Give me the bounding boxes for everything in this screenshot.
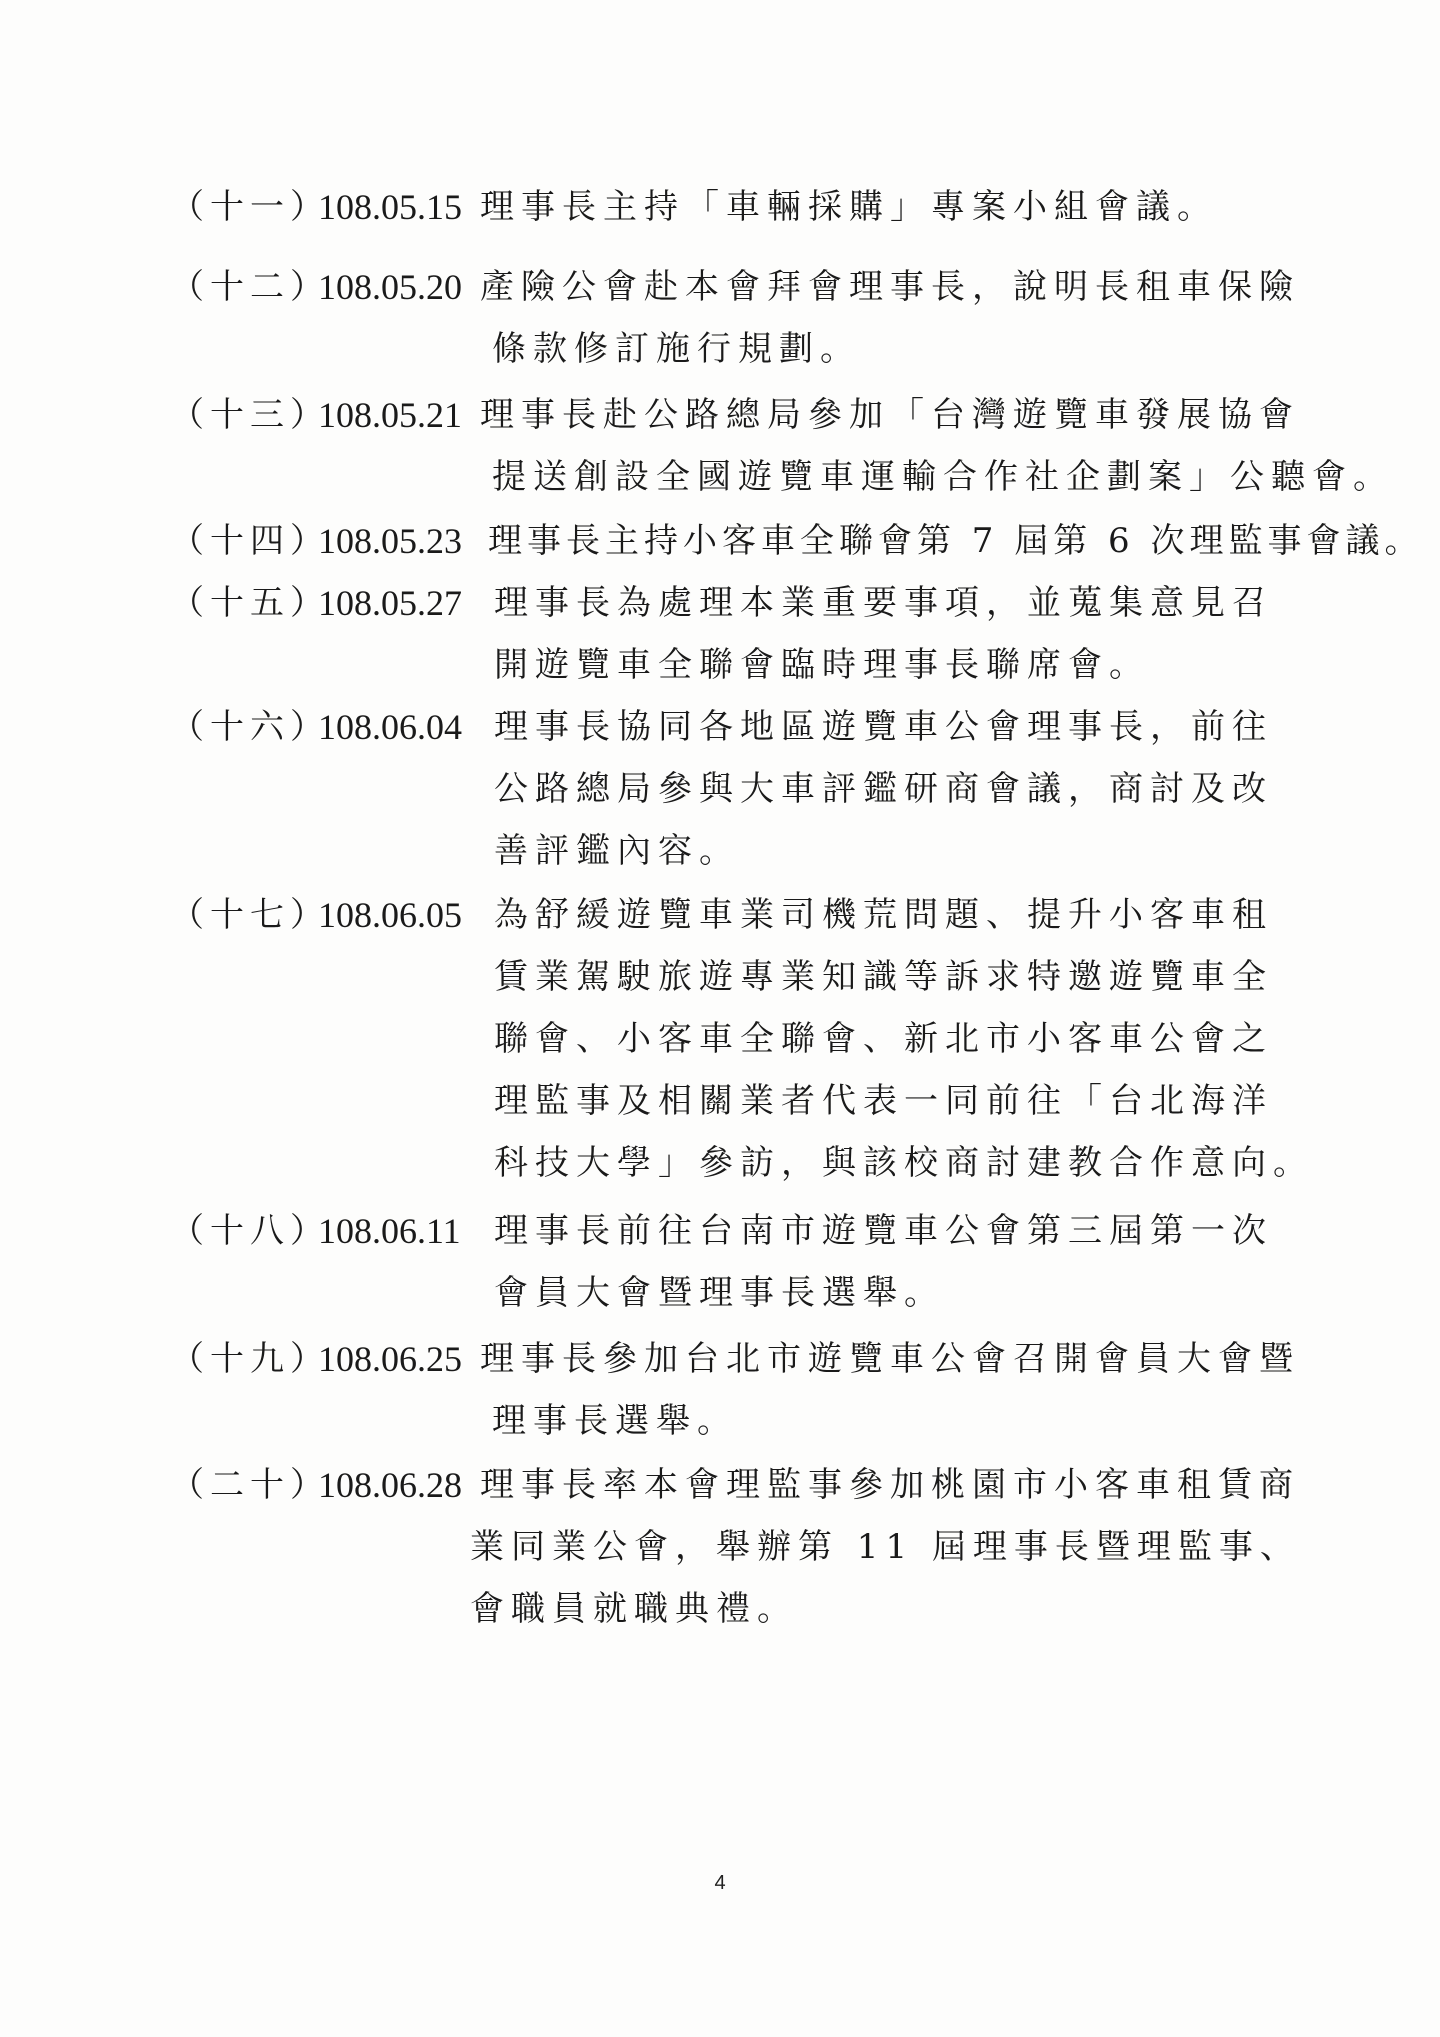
entry-number: （十八） xyxy=(170,1211,330,1251)
entry-18 xyxy=(170,1200,1410,1324)
entry-line xyxy=(170,758,1410,820)
entry-date: 108.06.28 xyxy=(318,1465,462,1505)
entry-line xyxy=(170,1070,1410,1132)
entry-number: （二十） xyxy=(170,1465,330,1505)
entry-line xyxy=(170,1200,1410,1262)
entry-line xyxy=(170,1132,1410,1194)
entry-line xyxy=(170,384,1410,446)
entry-date: 108.05.20 xyxy=(318,267,462,307)
entry-text: 理事長主持「車輛採購」專案小組會議。 xyxy=(480,187,1218,227)
entry-text: 理事長參加台北市遊覽車公會召開會員大會暨 xyxy=(480,1339,1300,1379)
entry-17 xyxy=(170,884,1410,1194)
entry-line xyxy=(170,1008,1410,1070)
entry-text: 賃業駕駛旅遊專業知識等訴求特邀遊覽車全 xyxy=(494,957,1273,997)
entry-15 xyxy=(170,572,1410,696)
entry-number: （十九） xyxy=(170,1339,330,1379)
entry-text: 提送創設全國遊覽車運輸合作社企劃案」公聽會。 xyxy=(492,457,1394,497)
entry-line xyxy=(170,634,1410,696)
entry-number: （十二） xyxy=(170,267,330,307)
entry-line xyxy=(170,884,1410,946)
entry-line xyxy=(170,1262,1410,1324)
entry-12 xyxy=(170,256,1410,380)
entry-number: （十五） xyxy=(170,583,330,623)
entry-line xyxy=(170,572,1410,634)
entry-line xyxy=(170,820,1410,882)
entry-text: 理監事及相關業者代表一同前往「台北海洋 xyxy=(494,1081,1273,1121)
entry-number: （十七） xyxy=(170,895,330,935)
entry-text: 科技大學」參訪，與該校商討建教合作意向。 xyxy=(494,1143,1314,1183)
entry-date: 108.06.11 xyxy=(318,1211,461,1251)
entry-line xyxy=(170,1516,1410,1578)
entry-text: 會員大會暨理事長選舉。 xyxy=(494,1273,945,1313)
entry-number: （十六） xyxy=(170,707,330,747)
entry-number: （十三） xyxy=(170,395,330,435)
entry-13 xyxy=(170,384,1410,508)
entry-date: 108.05.27 xyxy=(318,583,462,623)
page-number: 4 xyxy=(714,1872,726,1894)
entry-number: （十四） xyxy=(170,521,330,561)
entry-line xyxy=(170,1454,1410,1516)
entry-text: 理事長選舉。 xyxy=(492,1401,738,1441)
entry-date: 108.05.23 xyxy=(318,521,462,561)
entry-14 xyxy=(170,510,1424,572)
entry-date: 108.05.15 xyxy=(318,187,462,227)
entry-line xyxy=(170,696,1410,758)
entry-line xyxy=(170,1328,1410,1390)
entry-11 xyxy=(170,176,1410,238)
entry-text: 公路總局參與大車評鑑研商會議，商討及改 xyxy=(494,769,1273,809)
entry-16 xyxy=(170,696,1410,882)
entry-text: 理事長赴公路總局參加「台灣遊覽車發展協會 xyxy=(480,395,1300,435)
entry-date: 108.05.21 xyxy=(318,395,462,435)
entry-text: 理事長率本會理監事參加桃園市小客車租賃商 xyxy=(480,1465,1300,1505)
entry-line xyxy=(170,510,1424,572)
entry-20 xyxy=(170,1454,1410,1640)
entry-text: 理事長協同各地區遊覽車公會理事長，前往 xyxy=(494,707,1273,747)
entry-text: 理事長前往台南市遊覽車公會第三屆第一次 xyxy=(494,1211,1273,1251)
entry-date: 108.06.25 xyxy=(318,1339,462,1379)
entry-date: 108.06.05 xyxy=(318,895,462,935)
entry-text: 會職員就職典禮。 xyxy=(470,1589,798,1629)
entry-date: 108.06.04 xyxy=(318,707,462,747)
entry-text: 理事長為處理本業重要事項，並蒐集意見召 xyxy=(494,583,1273,623)
entry-line xyxy=(170,256,1410,318)
entry-number: （十一） xyxy=(170,187,330,227)
entry-19 xyxy=(170,1328,1410,1452)
entry-line xyxy=(170,1578,1410,1640)
entry-text: 聯會、小客車全聯會、新北市小客車公會之 xyxy=(494,1019,1273,1059)
entry-line xyxy=(170,1390,1410,1452)
entry-text: 善評鑑內容。 xyxy=(494,831,740,871)
entry-text: 條款修訂施行規劃。 xyxy=(492,329,861,369)
entry-text: 業同業公會，舉辦第 11 屆理事長暨理監事、 xyxy=(470,1527,1301,1567)
entry-text: 開遊覽車全聯會臨時理事長聯席會。 xyxy=(494,645,1150,685)
entry-text: 產險公會赴本會拜會理事長，說明長租車保險 xyxy=(480,267,1300,307)
entry-line xyxy=(170,318,1410,380)
entry-line xyxy=(170,446,1410,508)
entry-text: 理事長主持小客車全聯會第 7 屆第 6 次理監事會議。 xyxy=(488,521,1424,561)
entry-text: 為舒緩遊覽車業司機荒問題、提升小客車租 xyxy=(494,895,1273,935)
entry-line xyxy=(170,176,1410,238)
entry-line xyxy=(170,946,1410,1008)
